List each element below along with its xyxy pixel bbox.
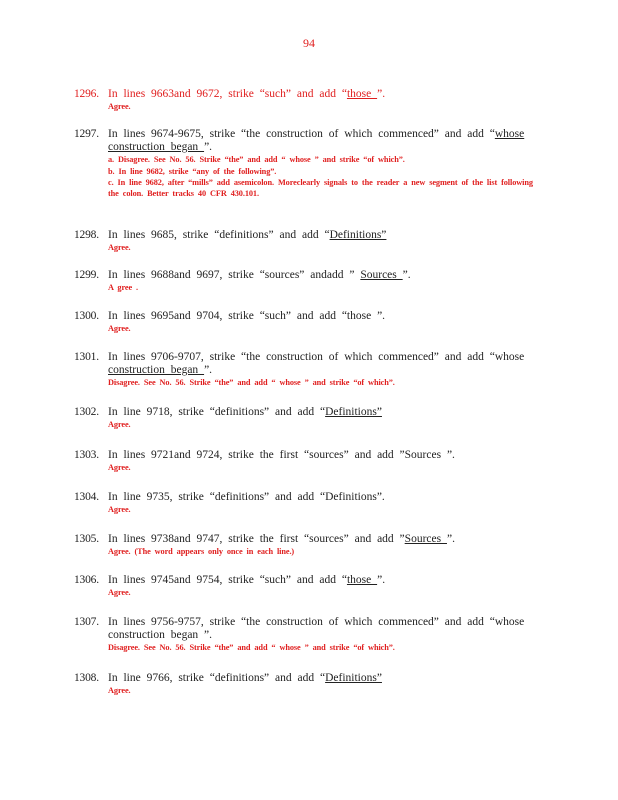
comment-text [108, 616, 544, 642]
underlined-insertion: those [346, 574, 378, 586]
comment-text [108, 351, 544, 377]
response-note: Agree. [108, 324, 131, 333]
comment-number: 1300. [74, 310, 99, 322]
response-note: Agree. [108, 686, 131, 695]
comment-number: 1303. [74, 449, 99, 461]
comment-text-part: In lines 9695and 9704, strike “such” and add “those ”. [108, 310, 386, 322]
comment-item [74, 88, 544, 113]
comment-text-part: In lines 9745and 9754, strike “such” and add “ [108, 574, 347, 586]
response-note: Agree. [108, 243, 131, 252]
comment-number: 1298. [74, 229, 99, 241]
comment-text-part: In line 9766, strike “definitions” and add “ [108, 672, 326, 684]
comment-item [74, 616, 544, 654]
comment-text-part: In lines 9674-9675, strike “the construction of which commenced” and add “ [108, 128, 495, 140]
comment-item [74, 406, 544, 431]
response-note: a. Disagree. See No. 56. Strike “the” and add “ whose ” and strike “of which”. [108, 155, 405, 164]
comment-number: 1301. [74, 351, 99, 363]
comment-text-end: ”. [204, 141, 213, 153]
underlined-insertion: whose construction began [108, 128, 525, 153]
comment-item [74, 310, 544, 335]
comment-text-end: ”. [377, 574, 386, 586]
comment-item [74, 491, 544, 516]
response-note: A gree . [108, 283, 139, 292]
comment-number: 1305. [74, 533, 99, 545]
response-note: Agree. [108, 463, 131, 472]
response-note: Agree. [108, 505, 131, 514]
comment-item [74, 229, 544, 254]
comment-item [74, 672, 544, 697]
comment-number: 1296. [74, 88, 99, 100]
comment-number: 1304. [74, 491, 99, 503]
comment-text-part: In lines 9706-9707, strike “the construction of which commenced” and add “whose [108, 351, 525, 363]
comment-text-part: In lines 9688and 9697, strike “sources” andadd ” [108, 269, 361, 281]
underlined-insertion: Sources [404, 533, 447, 545]
comment-item [74, 533, 544, 558]
response-note: Agree. [108, 588, 131, 597]
comment-text [108, 672, 544, 685]
comment-text-part: In line 9735, strike “definitions” and add “Definitions”. [108, 491, 385, 503]
comment-text-part: In lines 9756-9757, strike “the construction of which commenced” and add “whose construction began ”. [108, 616, 525, 641]
comment-text [108, 449, 544, 462]
comment-text-end: ”. [446, 533, 455, 545]
comment-text [108, 229, 544, 242]
comment-text [108, 406, 544, 419]
comment-text-part: In lines 9738and 9747, strike the first “sources” and add ” [108, 533, 405, 545]
comment-number: 1302. [74, 406, 99, 418]
underlined-insertion: Definitions” [325, 672, 382, 684]
comment-text [108, 574, 544, 587]
underlined-insertion: Definitions” [325, 406, 382, 418]
response-note: Disagree. See No. 56. Strike “the” and add “ whose ” and strike “of which”. [108, 643, 395, 652]
underlined-insertion: Definitions” [329, 229, 387, 241]
comment-number: 1307. [74, 616, 99, 628]
comment-text-part: In lines 9663and 9672, strike “such” and add “ [108, 88, 347, 100]
comment-number: 1306. [74, 574, 99, 586]
comment-text-end: ”. [204, 364, 213, 376]
comment-item [74, 574, 544, 599]
comment-text [108, 269, 544, 282]
response-note: Agree. [108, 102, 131, 111]
page-number: 94 [303, 36, 315, 50]
underlined-insertion: those [346, 88, 378, 100]
comment-text [108, 533, 544, 546]
comment-number: 1297. [74, 128, 99, 140]
response-note: b. In line 9682, strike “any of the following”. [108, 166, 277, 176]
comment-item [74, 449, 544, 474]
comment-number: 1299. [74, 269, 99, 281]
comment-text [108, 88, 544, 101]
comment-text [108, 310, 544, 323]
comment-text [108, 491, 544, 504]
response-note: Agree. [108, 420, 131, 429]
underlined-insertion: Sources [360, 269, 403, 281]
response-note: Agree. (The word appears only once in each line.) [108, 547, 295, 556]
comment-text-part: In line 9718, strike “definitions” and add “ [108, 406, 326, 418]
response-note: Disagree. See No. 56. Strike “the” and add “ whose ” and strike “of which”. [108, 378, 395, 387]
comment-text-part: In lines 9721and 9724, strike the first “sources” and add ”Sources ”. [108, 449, 455, 461]
comment-item [74, 269, 544, 294]
comment-text-end: ”. [377, 88, 386, 100]
comment-text-end: ”. [402, 269, 411, 281]
underlined-insertion: construction began [108, 364, 205, 376]
response-note: c. In line 9682, after “mills” add asemicolon. Moreclearly signals to the reader a new segment of the list following the colon. Better tracks 40 CFR 430.101. [108, 178, 533, 198]
comment-item [74, 128, 544, 199]
comment-text-part: In lines 9685, strike “definitions” and add “ [108, 229, 330, 241]
comment-text [108, 128, 544, 154]
comment-item [74, 351, 544, 389]
comment-number: 1308. [74, 672, 99, 684]
